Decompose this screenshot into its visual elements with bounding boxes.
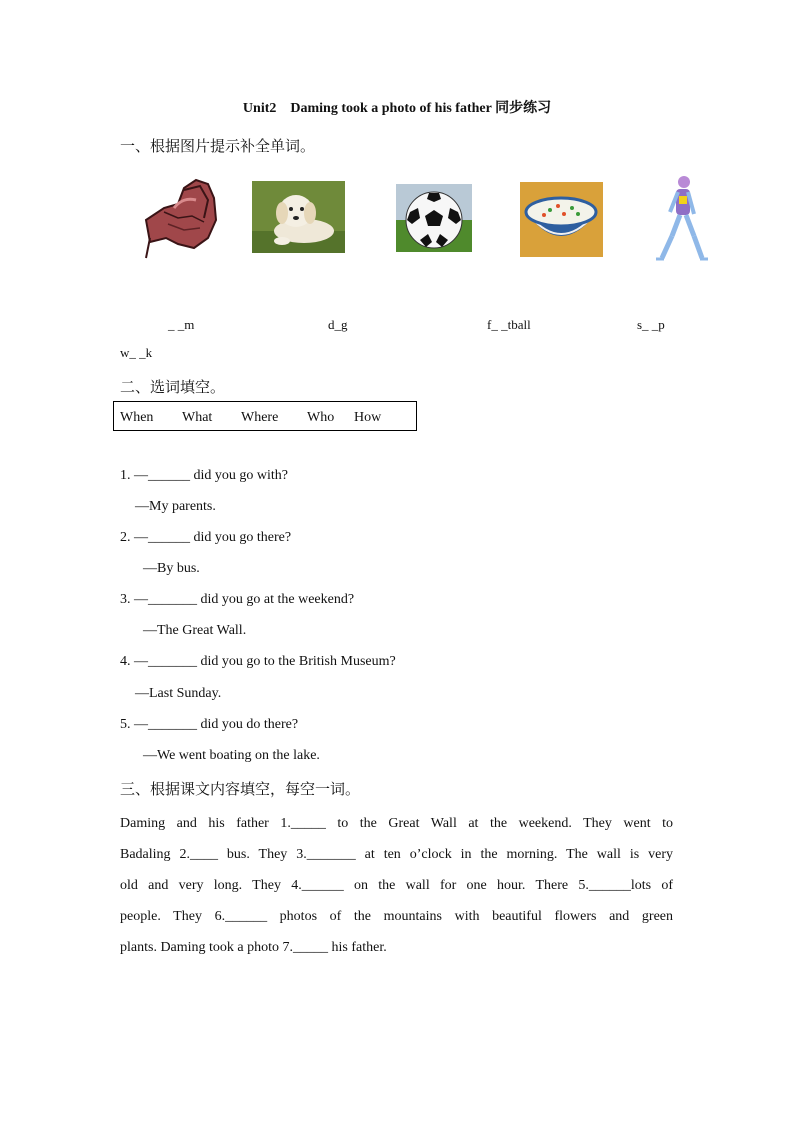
question-3[interactable]: 3. —_______ did you go at the weekend? <box>120 592 355 607</box>
option-word: Where <box>241 410 279 425</box>
word-blank-3[interactable]: f_ _tball <box>487 317 531 332</box>
option-word: How <box>354 410 382 425</box>
word-blank-5[interactable]: w_ _k <box>120 345 153 360</box>
soup-picture <box>520 182 603 257</box>
walking-figure-picture <box>648 174 718 262</box>
football-picture <box>396 184 472 252</box>
section-3-heading: 三、根据课文内容填空，每空一词。 <box>120 780 361 798</box>
question-4[interactable]: 4. —_______ did you go to the British Museum? <box>120 654 396 669</box>
answer-1: —My parents. <box>135 499 216 514</box>
paragraph-line[interactable]: Daming and his father 1._____ to the Great Wall at the weekend. They went to <box>120 816 673 831</box>
word-blank-2[interactable]: d_g <box>328 317 348 332</box>
word-blank-1[interactable]: _ _m <box>168 317 195 332</box>
option-word: What <box>182 410 213 425</box>
paragraph-line[interactable]: plants. Daming took a photo 7._____ his father. <box>120 940 387 955</box>
option-word: When <box>120 410 154 425</box>
word-blank-4[interactable]: s_ _p <box>637 317 665 332</box>
page-title: Unit2 Daming took a photo of his father 同步练习 <box>242 101 552 116</box>
paragraph-line[interactable]: people. They 6.______ photos of the mountains with beautiful flowers and green <box>120 909 673 924</box>
answer-2: —By bus. <box>143 561 200 576</box>
cloze-paragraph <box>120 808 673 963</box>
question-5[interactable]: 5. —_______ did you do there? <box>120 717 299 732</box>
answer-3: —The Great Wall. <box>143 623 247 638</box>
arm-muscle-picture <box>144 178 220 260</box>
option-word: Who <box>307 410 335 425</box>
puppy-picture <box>252 181 345 253</box>
section-1-heading: 一、根据图片提示补全单词。 <box>120 137 316 155</box>
section-2-heading: 二、选词填空。 <box>120 378 226 396</box>
paragraph-line[interactable]: Badaling 2.____ bus. They 3._______ at ten o’clock in the morning. The wall is very <box>120 847 673 862</box>
answer-5: —We went boating on the lake. <box>143 748 320 763</box>
question-2[interactable]: 2. —______ did you go there? <box>120 530 292 545</box>
question-1[interactable]: 1. —______ did you go with? <box>120 468 288 483</box>
paragraph-line[interactable]: old and very long. They 4.______ on the wall for one hour. There 5.______lots of <box>120 878 673 893</box>
word-options-box <box>113 401 417 431</box>
answer-4: —Last Sunday. <box>135 686 222 701</box>
